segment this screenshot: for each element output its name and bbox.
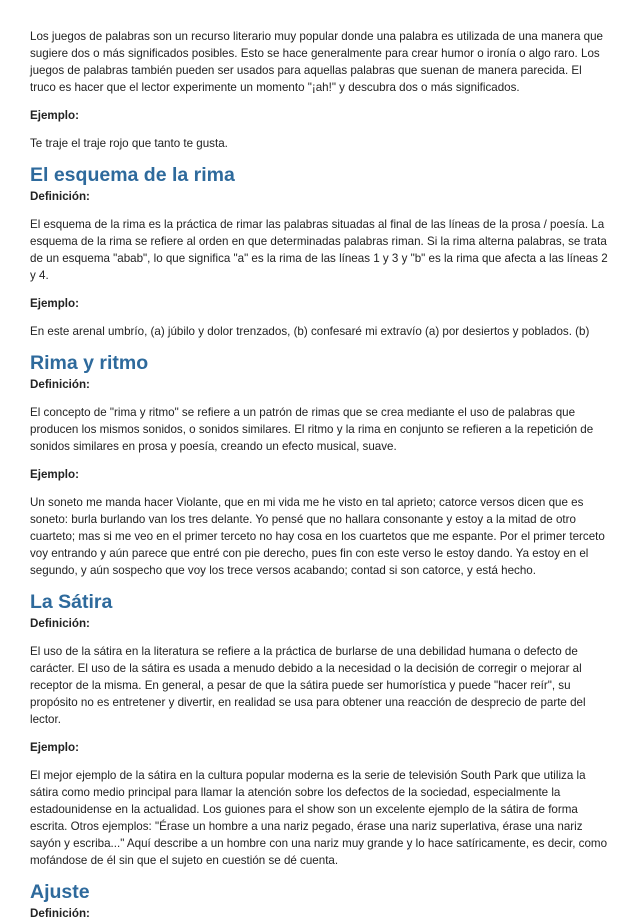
section-rhyme-rhythm bbox=[30, 351, 608, 579]
definition-text: El esquema de la rima es la práctica de rimar las palabras situadas al final de las líneas de la prosa / poesía. La esquema de la rima se refiere al orden en que determinadas palabras riman. Si la rima alterna palabras, se trata de un esquema "abab", lo que significa "a" es la rima de las líneas 1 y 3 y "b" es la rima que afecta a las líneas 2 y 4. bbox=[30, 218, 608, 282]
example-label: Ejemplo: bbox=[30, 468, 79, 481]
section-title: Rima y ritmo bbox=[30, 352, 149, 374]
definition-label: Definición: bbox=[30, 617, 90, 630]
section-title: Ajuste bbox=[30, 881, 90, 903]
definition-label: Definición: bbox=[30, 907, 90, 920]
section-title: La Sátira bbox=[30, 591, 113, 613]
example-label: Ejemplo: bbox=[30, 297, 79, 310]
example-text: En este arenal umbrío, (a) júbilo y dolor trenzados, (b) confesaré mi extravío (a) por desiertos y poblados. (b) bbox=[30, 325, 590, 338]
section-title: El esquema de la rima bbox=[30, 164, 235, 186]
definition-label: Definición: bbox=[30, 378, 90, 391]
example-label: Ejemplo: bbox=[30, 109, 79, 122]
section-satire bbox=[30, 590, 608, 869]
section-rhyme-scheme bbox=[30, 163, 608, 340]
definition-label: Definición: bbox=[30, 190, 90, 203]
definition-text: El uso de la sátira en la literatura se refiere a la práctica de burlarse de una debilidad humana o defecto de carácter. El uso de la sátira es usada a menudo debido a la necesidad o la decisión de corregir o mejorar al receptor de la misma. En general, a pesar de que la sátira puede ser humorística y puede "hacer reír", su propósito no es entretener y divertir, en realidad se usa para obtener una reacción de desprecio de parte del lector. bbox=[30, 645, 586, 726]
intro-paragraph: Los juegos de palabras son un recurso literario muy popular donde una palabra es utilizada de una manera que sugiere dos o más significados posibles. Esto se hace generalmente para crear humor o ironía o algo raro. Los juegos de palabras también pueden ser usados para aquellas palabras que suenan de manera parecida. El truco es hacer que el lector experimente un momento "¡ah!" y descubra dos o más significados. bbox=[30, 30, 603, 94]
example-text: Te traje el traje rojo que tanto te gusta. bbox=[30, 137, 228, 150]
definition-text: El concepto de "rima y ritmo" se refiere a un patrón de rimas que se crea mediante el uso de palabras que producen los mismos sonidos, o sonidos similares. El ritmo y la rima en conjunto se refieren a la repetición de sonidos similares en prosa y poesía, creando un efecto musical, suave. bbox=[30, 406, 594, 453]
section-setting bbox=[30, 880, 608, 922]
example-label: Ejemplo: bbox=[30, 741, 79, 754]
example-text: El mejor ejemplo de la sátira en la cultura popular moderna es la serie de televisión South Park que utiliza la sátira como medio principal para llamar la atención sobre los defectos de la sociedad, especialmente la estadounidense en la actualidad. Los guiones para el show son un excelente ejemplo de la sátira de forma escrita. Otros ejemplos: "Érase un hombre a una nariz pegado, érase una nariz superlativa, érase una nariz sayón y escriba..." Aquí describe a un hombre con una nariz muy grande y lo hace satíricamente, es decir, como mofándose de él sin que el sujeto en cuestión se dé cuenta. bbox=[30, 769, 608, 867]
example-text: Un soneto me manda hacer Violante, que en mi vida me he visto en tal aprieto; catorce versos dicen que es soneto: burla burlando van los tres delante. Yo pensé que no hallara consonante y estoy a la mitad de otro cuarteto; mas si me veo en el primer terceto no hay cosa en los cuartetos que me espante. Por el primer terceto voy entrando y aún parece que entré con pie derecho, pues fin con este verso le estoy dando. Ya estoy en el segundo, y aún sospecho que voy los trece versos acabando; contad si son catorce, y está hecho. bbox=[30, 496, 605, 577]
